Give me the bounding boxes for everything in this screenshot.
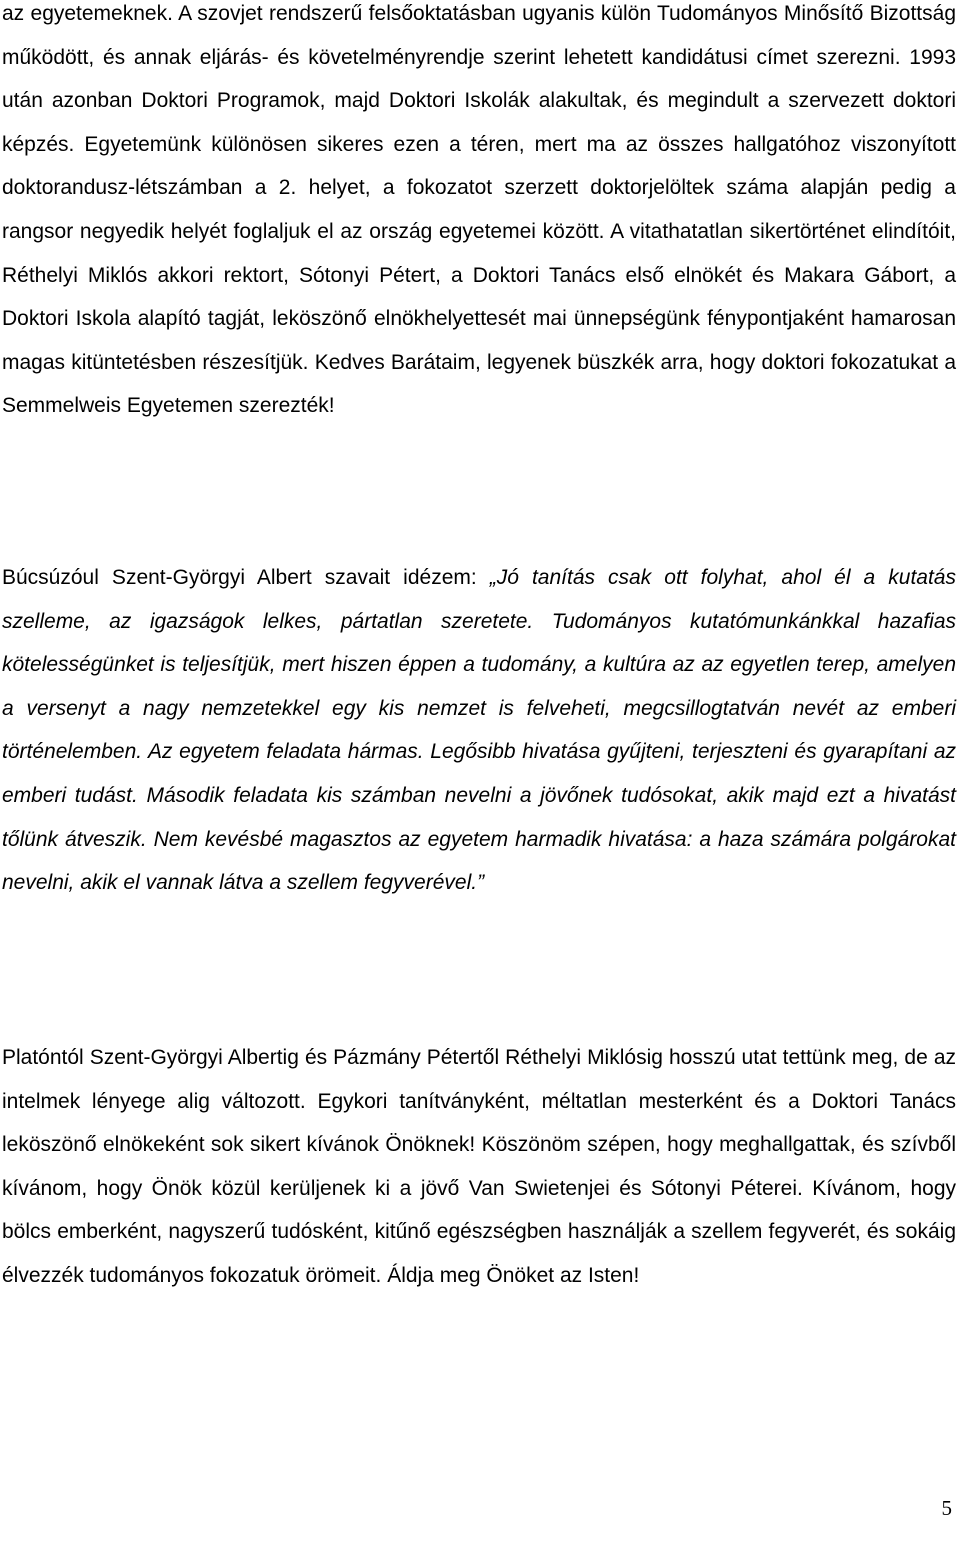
quote-text: „Jó tanítás csak ott folyhat, ahol él a kutatás szelleme, az igazságok lelkes, pártatlan szeretete. Tudományos kutatómunkánkkal hazafias kötelességünket is teljesítjük, mert hiszen éppen a tudomány, a kultúra az az egyetlen terep, amelyen a versenyt a nagy nemzetekkel egy kis nemzet is felveheti, megcsillogtatván nevét az emberi történelemben. Az egyetem feladata hármas. Legősibb hivatása gyűjteni, terjeszteni és gyarapítani az emberi tudást. Második feladata kis számban nevelni a jövőnek tudósokat, akik majd ezt a hivatást tőlünk átveszik. Nem kevésbé magasztos az egyetem harmadik hivatása: a haza számára polgárokat nevelni, akik el vannak látva a szellem fegyverével.” [2, 566, 956, 895]
page-number: 5 [941, 1496, 952, 1520]
paragraph-szent-gyorgyi-quote [2, 556, 956, 905]
quote-intro: Búcsúzóul Szent-Györgyi Albert szavait idézem: [2, 566, 490, 589]
paragraph-doctoral-history: az egyetemeknek. A szovjet rendszerű felsőoktatásban ugyanis külön Tudományos Minősítő Bizottság működött, és annak eljárás- és követelményrendje szerint lehetett kandidátusi címet szerezni. 1993 után azonban Doktori Programok, majd Doktori Iskolák alakultak, és megindult a szervezett doktori képzés. Egyetemünk különösen sikeres ezen a téren, mert ma az összes hallgatóhoz viszonyított doktorandusz-létszámban a 2. helyet, a fokozatot szerzett doktorjelöltek száma alapján pedig a rangsor negyedik helyét foglaljuk el az ország egyetemei között. A vitathatatlan sikertörténet elindítóit, Réthelyi Miklós akkori rektort, Sótonyi Pétert, a Doktori Tanács első elnökét és Makara Gábort, a Doktori Iskola alapító tagját, leköszönő elnökhelyettesét mai ünnepségünk fénypontjaként hamarosan magas kitüntetésben részesítjük. Kedves Barátaim, legyenek büszkék arra, hogy doktori fokozatukat a Semmelweis Egyetemen szerezték! [2, 2, 956, 418]
paragraph-closing: Platóntól Szent-Györgyi Albertig és Pázmány Pétertől Réthelyi Miklósig hosszú utat tettünk meg, de az intelmek lényege alig változott. Egykori tanítványként, méltatlan mesterként és a Doktori Tanács leköszönő elnökeként sok sikert kívánok Önöknek! Köszönöm szépen, hogy meghallgattak, és szívből kívánom, hogy Önök közül kerüljenek ki a jövő Van Swietenjei és Sótonyi Péterei. Kívánom, hogy bölcs emberként, nagyszerű tudósként, kitűnő egészségben használják a szellem fegyverét, és sokáig élvezzék tudományos fokozatuk örömeit. Áldja meg Önöket az Isten! [2, 1046, 956, 1287]
